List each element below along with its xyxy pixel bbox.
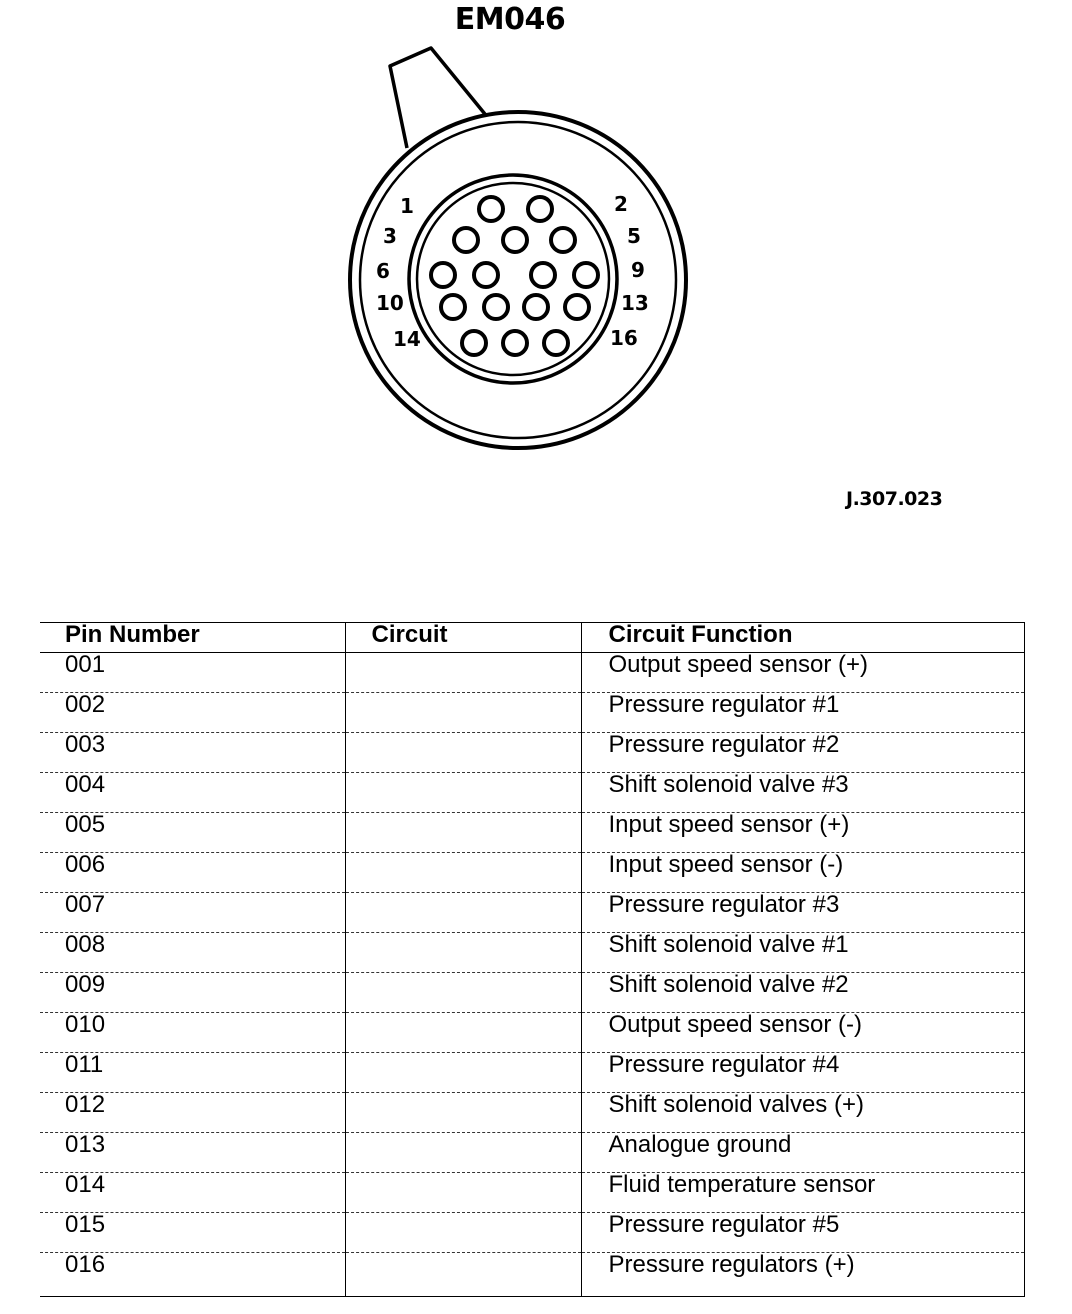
pin-label: 1: [400, 194, 414, 218]
circuit-function-cell: Pressure regulators (+): [581, 1253, 1024, 1297]
table-row: [40, 1093, 1024, 1133]
table-row: [40, 733, 1024, 773]
circuit-cell: [345, 1013, 581, 1053]
circuit-cell: [345, 1253, 581, 1297]
table-row: [40, 693, 1024, 733]
pin-number-cell: 008: [40, 933, 345, 973]
circuit-cell: [345, 933, 581, 973]
connector-id: EM046: [454, 2, 566, 37]
circuit-function-cell: Output speed sensor (+): [581, 653, 1024, 693]
circuit-function-cell: Shift solenoid valve #3: [581, 773, 1024, 813]
connector-pin: [531, 263, 555, 287]
pin-number-cell: 010: [40, 1013, 345, 1053]
pin-label: 2: [614, 192, 628, 216]
pin-number-cell: 012: [40, 1093, 345, 1133]
connector-pin: [474, 263, 498, 287]
pin-label: 3: [383, 224, 397, 248]
circuit-cell: [345, 1213, 581, 1253]
circuit-cell: [345, 853, 581, 893]
circuit-function-cell: Pressure regulator #3: [581, 893, 1024, 933]
pin-label: 16: [610, 326, 638, 350]
circuit-cell: [345, 1173, 581, 1213]
table-row: [40, 1133, 1024, 1173]
pin-number-cell: 005: [40, 813, 345, 853]
pin-number-cell: 004: [40, 773, 345, 813]
table-row: [40, 653, 1024, 693]
table-row: [40, 1173, 1024, 1213]
header-pin-number: Pin Number: [40, 623, 345, 653]
connector-pin: [462, 331, 486, 355]
table-row: [40, 813, 1024, 853]
pin-number-cell: 002: [40, 693, 345, 733]
connector-pin: [441, 295, 465, 319]
connector-pin: [503, 228, 527, 252]
circuit-cell: [345, 1053, 581, 1093]
connector-pin: [565, 295, 589, 319]
table-row: [40, 1253, 1024, 1297]
connector-pin: [574, 263, 598, 287]
figure-reference: J.307.023: [846, 488, 943, 510]
circuit-cell: [345, 973, 581, 1013]
pin-number-cell: 013: [40, 1133, 345, 1173]
table-row: [40, 853, 1024, 893]
connector-pin: [544, 331, 568, 355]
circuit-function-cell: Input speed sensor (-): [581, 853, 1024, 893]
pin-label: 5: [627, 224, 641, 248]
circuit-function-cell: Shift solenoid valve #1: [581, 933, 1024, 973]
pin-number-cell: 003: [40, 733, 345, 773]
circuit-cell: [345, 1133, 581, 1173]
header-circuit-function: Circuit Function: [581, 623, 1024, 653]
circuit-cell: [345, 653, 581, 693]
table-row: [40, 973, 1024, 1013]
pin-number-cell: 001: [40, 653, 345, 693]
circuit-cell: [345, 773, 581, 813]
table-row: [40, 933, 1024, 973]
table-row: [40, 773, 1024, 813]
connector-pin: [431, 263, 455, 287]
connector-pin: [484, 295, 508, 319]
header-circuit: Circuit: [345, 623, 581, 653]
circuit-function-cell: Shift solenoid valves (+): [581, 1093, 1024, 1133]
pin-number-cell: 014: [40, 1173, 345, 1213]
circuit-function-cell: Output speed sensor (-): [581, 1013, 1024, 1053]
pin-number-cell: 016: [40, 1253, 345, 1297]
pin-label: 6: [376, 259, 390, 283]
circuit-cell: [345, 693, 581, 733]
circuit-function-cell: Pressure regulator #4: [581, 1053, 1024, 1093]
connector-pin: [524, 295, 548, 319]
circuit-function-cell: Pressure regulator #2: [581, 733, 1024, 773]
circuit-function-cell: Pressure regulator #5: [581, 1213, 1024, 1253]
connector-pin: [551, 228, 575, 252]
pin-label: 9: [631, 258, 645, 282]
table-row: [40, 1213, 1024, 1253]
pin-number-cell: 007: [40, 893, 345, 933]
table-row: [40, 1053, 1024, 1093]
connector-pin: [454, 228, 478, 252]
pin-number-cell: 015: [40, 1213, 345, 1253]
pin-label: 10: [376, 291, 404, 315]
table-header-row: [40, 623, 1024, 653]
pin-number-cell: 009: [40, 973, 345, 1013]
circuit-function-cell: Shift solenoid valve #2: [581, 973, 1024, 1013]
circuit-function-cell: Pressure regulator #1: [581, 693, 1024, 733]
pin-table: [40, 622, 1025, 1297]
circuit-cell: [345, 893, 581, 933]
pin-number-cell: 006: [40, 853, 345, 893]
connector-pin: [479, 197, 503, 221]
connector-pin: [503, 331, 527, 355]
circuit-function-cell: Fluid temperature sensor: [581, 1173, 1024, 1213]
table-row: [40, 1013, 1024, 1053]
connector-pin: [528, 197, 552, 221]
pin-number-cell: 011: [40, 1053, 345, 1093]
circuit-cell: [345, 813, 581, 853]
circuit-function-cell: Input speed sensor (+): [581, 813, 1024, 853]
pin-label: 13: [621, 291, 649, 315]
circuit-cell: [345, 1093, 581, 1133]
table-row: [40, 893, 1024, 933]
circuit-cell: [345, 733, 581, 773]
connector-diagram: [0, 0, 1072, 480]
pin-label: 14: [393, 327, 421, 351]
circuit-function-cell: Analogue ground: [581, 1133, 1024, 1173]
